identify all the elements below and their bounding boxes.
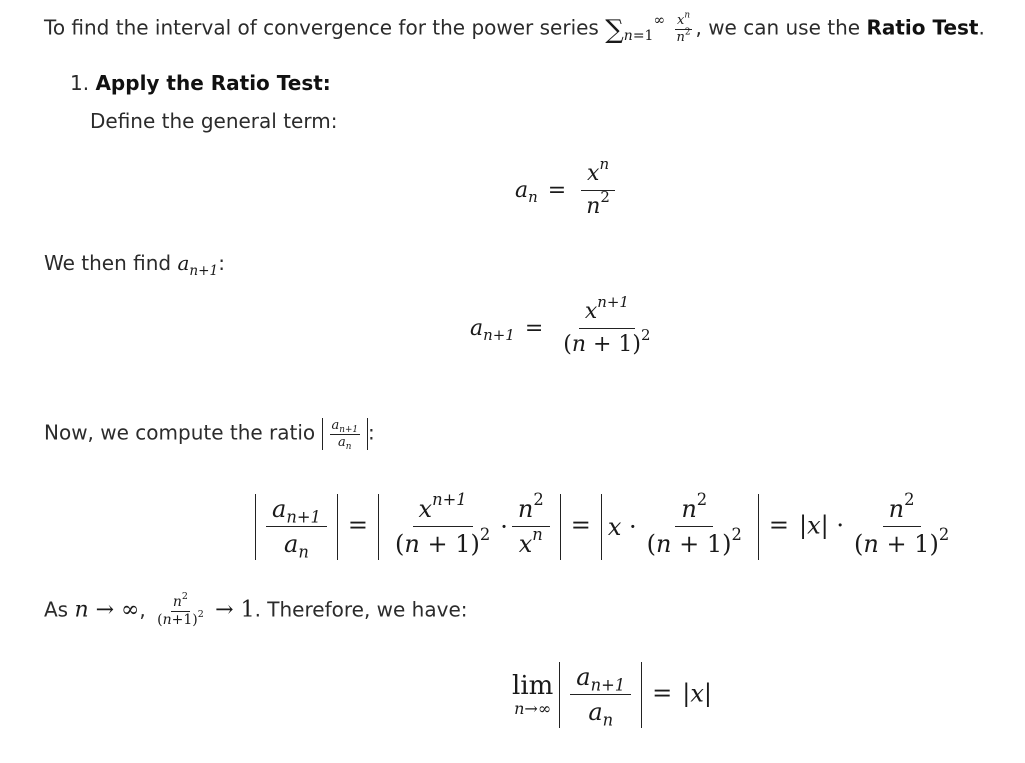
n2-over-np1-squared: $\frac{n^2}{(n+1)^2}$: [157, 590, 204, 628]
intro-text-after: , we can use the: [695, 15, 861, 40]
series-sum-formula: $\sum_{n=1}^\infty$ $\frac{x^n}{n^2}$: [605, 10, 691, 45]
ratio-abs-lhs: $\frac{a_{n+1}}{a_n}$: [255, 494, 338, 560]
limit-ratio-abs: $\frac{a_{n+1}}{a_n}$: [559, 662, 642, 728]
step1-title: Apply the Ratio Test:: [95, 71, 331, 95]
compute-ratio-line: Now, we compute the ratio $\frac{a_{n+1}}{a_n}$ :: [44, 418, 375, 452]
ratio-abs-expanded: $\frac{x^{n+1}}{(n + 1)^2}$ · $\frac{n^2}{x^n}$: [378, 494, 561, 560]
intro-text-before: To find the interval of convergence for the power series: [44, 15, 599, 40]
ratio-test-label: Ratio Test: [866, 15, 979, 40]
step1-subtitle: Define the general term:: [90, 109, 338, 133]
tends-to-one: → 1: [215, 597, 255, 623]
n-to-infinity: n → ∞: [74, 597, 140, 623]
limit-statement-line: As n → ∞, $\frac{n^2}{(n+1)^2}$ → 1. Therefore, we have:: [44, 590, 468, 628]
limit-equation: lim n→∞ $\frac{a_{n+1}}{a_n}$ = |x|: [512, 663, 713, 731]
equation-an: $a_n$ = $\frac{x^n}{n^2}$: [515, 162, 620, 219]
step1-number: 1.: [70, 71, 90, 95]
ratio-inline: $\frac{a_{n+1}}{a_n}$: [322, 418, 368, 450]
equation-an-plus-1: $a_{n+1}$ = $\frac{x^{n+1}}{(n + 1)^2}$: [470, 292, 651, 358]
intro-line: To find the interval of convergence for the power series $\sum_{n=1}^\infty$ $\frac{x^n}{n^2}$ , we can use the Ratio Test.: [44, 10, 985, 45]
step1-heading: [70, 73, 331, 93]
ratio-equation: $\frac{a_{n+1}}{a_n}$ = $\frac{x^{n+1}}{(n + 1)^2}$ · $\frac{n^2}{x^n}$ = x · $\frac{n^2}{(n + 1)^2}$ = |x| · $\frac{n^2}{(n + 1)^2}$: [255, 494, 959, 560]
then-find-line: We then find $a_{n+1}$:: [44, 251, 225, 279]
limit-operator: lim n→∞: [512, 670, 554, 718]
ratio-abs-simplified: x · $\frac{n^2}{(n + 1)^2}$: [601, 494, 759, 560]
a-n-plus-1-inline: $a_{n+1}$: [177, 251, 219, 279]
